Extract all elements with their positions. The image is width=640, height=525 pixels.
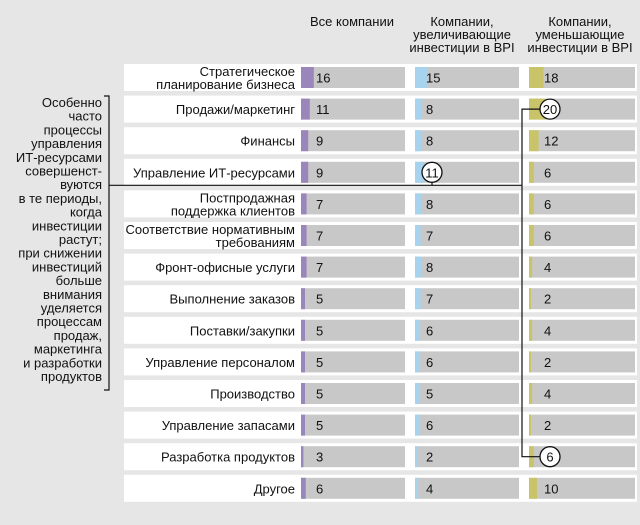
side-note-line: когда <box>69 204 102 220</box>
side-note-line: инвестиции <box>31 218 102 234</box>
row-label: Продажи/маркетинг <box>175 102 295 118</box>
bar-decrease <box>529 478 537 499</box>
bar-all <box>301 320 305 341</box>
side-note-line: Особенно <box>41 95 102 110</box>
header-increasing-companies-line: увеличивающие <box>413 27 511 42</box>
value-label: 5 <box>316 386 324 402</box>
bar-all <box>301 99 310 120</box>
bar-decrease <box>529 225 534 246</box>
value-label: 9 <box>316 133 324 149</box>
row-label: планирование бизнеса <box>156 77 295 92</box>
side-note-line: продуктов <box>40 369 102 384</box>
header-decreasing-companies-line: Компании, <box>548 14 612 29</box>
value-label: 2 <box>426 449 434 465</box>
row-label: Финансы <box>240 133 295 149</box>
bar-all <box>301 288 305 309</box>
value-label: 20 <box>542 102 558 118</box>
header-increasing-companies-line: Компании, <box>430 14 494 29</box>
row-label: Разработка продуктов <box>161 449 295 465</box>
value-label: 8 <box>426 196 434 212</box>
side-note-line: и разработки <box>23 355 102 371</box>
bar-increase <box>415 320 420 341</box>
bar-decrease <box>529 257 532 278</box>
value-label: 11 <box>316 102 330 118</box>
bar-increase <box>415 383 419 404</box>
row-label: требованиям <box>215 235 295 250</box>
side-note-line: маркетинга <box>33 341 102 357</box>
value-label: 6 <box>544 228 552 244</box>
bar-all <box>301 478 306 499</box>
side-note-line: внимания <box>43 286 102 302</box>
bar-all <box>301 383 305 404</box>
value-label: 5 <box>316 291 324 307</box>
bar-all <box>301 257 307 278</box>
bar-all <box>301 162 308 183</box>
value-label: 7 <box>316 196 324 212</box>
value-label: 11 <box>425 165 439 181</box>
row-label: Управление персоналом <box>145 354 295 370</box>
value-label: 6 <box>316 481 324 497</box>
bar-increase <box>415 225 421 246</box>
row-label: Производство <box>210 386 295 402</box>
value-label: 6 <box>546 449 554 465</box>
bar-all <box>301 415 305 436</box>
row-label: Поставки/закупки <box>189 323 295 339</box>
bar-decrease <box>529 351 531 372</box>
bar-increase <box>415 351 420 372</box>
bar-decrease <box>529 193 534 214</box>
bar-decrease <box>529 383 532 404</box>
side-note-line: в те периоды, <box>18 190 102 206</box>
value-label: 10 <box>544 481 559 497</box>
row-label: Другое <box>253 481 295 497</box>
value-label: 2 <box>544 418 552 434</box>
side-note-line: растут; <box>58 232 102 247</box>
bar-all <box>301 67 314 88</box>
side-note-line: процессам <box>36 314 102 330</box>
bar-decrease <box>529 130 539 151</box>
bar-increase <box>415 257 421 278</box>
side-note-line: ИТ-ресурсами <box>15 149 102 165</box>
header-all-companies: Все компании <box>310 14 394 29</box>
value-label: 8 <box>426 102 434 118</box>
row-label: Выполнение заказов <box>169 291 295 307</box>
header-increasing-companies-line: инвестиции в BPI <box>409 40 515 55</box>
row-label: Управление ИТ-ресурсами <box>133 165 295 181</box>
value-label: 2 <box>544 291 552 307</box>
side-note-line: часто <box>68 108 102 124</box>
value-label: 5 <box>316 323 324 339</box>
row-label: Стратегическое <box>199 64 295 79</box>
bar-increase <box>415 99 421 120</box>
bar-all <box>301 193 307 214</box>
row-label: Постпродажная <box>199 190 295 206</box>
value-label: 16 <box>316 70 331 86</box>
bar-increase <box>415 446 417 467</box>
row-label: Соответствие нормативным <box>125 222 295 237</box>
side-note-line: инвестиций <box>31 259 102 275</box>
value-label: 3 <box>316 449 324 465</box>
bar-all <box>301 351 305 372</box>
row-label: Фронт-офисные услуги <box>155 260 295 276</box>
side-note-line: уделяется <box>40 300 102 316</box>
value-label: 4 <box>426 481 434 497</box>
value-label: 6 <box>426 323 434 339</box>
header-decreasing-companies-line: инвестиции в BPI <box>527 40 633 55</box>
bar-decrease <box>529 320 532 341</box>
value-label: 12 <box>544 133 559 149</box>
value-label: 4 <box>544 260 552 276</box>
bar-all <box>301 225 307 246</box>
bar-decrease <box>529 67 543 88</box>
value-label: 7 <box>426 228 434 244</box>
bar-increase <box>415 478 418 499</box>
side-note-line: больше <box>55 273 102 289</box>
header-decreasing-companies-line: уменьшающие <box>535 27 625 42</box>
value-label: 7 <box>316 228 324 244</box>
value-label: 4 <box>544 323 552 339</box>
side-note-line: продаж, <box>53 327 102 343</box>
bar-decrease <box>529 415 531 436</box>
row-label: Управление запасами <box>161 418 295 434</box>
value-label: 5 <box>316 418 324 434</box>
value-label: 6 <box>544 165 552 181</box>
value-label: 5 <box>316 354 324 370</box>
bar-increase <box>415 193 421 214</box>
bar-increase <box>415 288 421 309</box>
value-label: 8 <box>426 133 434 149</box>
value-label: 6 <box>544 196 552 212</box>
bar-increase <box>415 130 421 151</box>
value-label: 18 <box>544 70 559 86</box>
value-label: 7 <box>426 291 434 307</box>
side-note-line: процессы <box>43 122 102 138</box>
value-label: 7 <box>316 260 324 276</box>
side-note-line: вуются <box>60 177 102 193</box>
value-label: 9 <box>316 165 324 181</box>
value-label: 4 <box>544 386 552 402</box>
side-note-line: при снижении <box>18 245 102 261</box>
row-label: поддержка клиентов <box>170 203 295 219</box>
value-label: 6 <box>426 418 434 434</box>
value-label: 15 <box>426 70 441 86</box>
side-note-line: управления <box>31 136 102 152</box>
bar-decrease <box>529 162 534 183</box>
bar-increase <box>415 415 420 436</box>
bar-all <box>301 130 308 151</box>
side-note-line: совершенст- <box>25 163 102 179</box>
value-label: 2 <box>544 354 552 370</box>
value-label: 8 <box>426 260 434 276</box>
bar-all <box>301 446 303 467</box>
bar-decrease <box>529 288 531 309</box>
value-label: 5 <box>426 386 434 402</box>
value-label: 6 <box>426 354 434 370</box>
note-bracket <box>104 96 109 390</box>
